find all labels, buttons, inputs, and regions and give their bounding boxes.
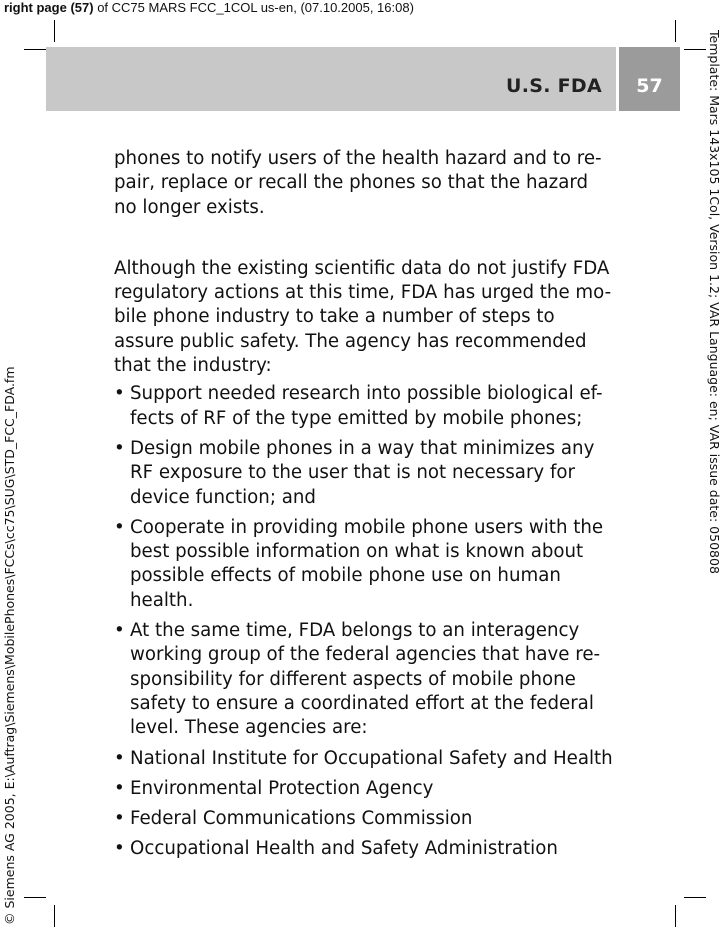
- bullet-icon: •: [114, 620, 125, 642]
- print-job-info: [4, 0, 414, 15]
- list-item-text: National Institute for Occupational Safety and Health: [130, 747, 613, 769]
- print-job-page: right page (57): [4, 0, 94, 15]
- section-title: U.S. FDA: [505, 75, 602, 97]
- section-header-bar: [46, 47, 616, 111]
- page-number-box: [619, 47, 680, 111]
- bullet-icon: •: [114, 747, 125, 769]
- paragraph: Although the existing scientific data do not justify FDA regulatory actions at this time, FDA has urged the mo-bile phone industry to take a number of steps to assure public safety. The agency has recommended that the industry:: [114, 257, 612, 377]
- print-job-details: of CC75 MARS FCC_1COL us-en, (07.10.2005, 16:08): [93, 0, 414, 15]
- bullet-list: [114, 382, 616, 861]
- crop-mark: [684, 49, 706, 50]
- bullet-icon: •: [114, 838, 125, 860]
- list-item: [114, 807, 616, 831]
- page-number: 57: [636, 75, 663, 97]
- template-info: Template: Mars 143x105 1Col, Version 1.2; VAR Language: en; VAR issue date: 050808: [707, 30, 722, 574]
- list-item-text: Support needed research into possible biological ef-fects of RF of the type emitted by mobile phones;: [130, 383, 603, 429]
- list-item: [114, 619, 616, 740]
- bullet-icon: •: [114, 383, 125, 405]
- bullet-icon: •: [114, 516, 125, 538]
- crop-mark: [54, 905, 55, 927]
- list-item-text: Federal Communications Commission: [130, 808, 473, 830]
- crop-mark: [24, 49, 46, 50]
- list-item: [114, 747, 616, 771]
- list-item-text: Design mobile phones in a way that minimizes any RF exposure to the user that is not necessary for device function; and: [130, 437, 595, 508]
- bullet-icon: •: [114, 437, 125, 459]
- paragraph: phones to notify users of the health hazard and to re-pair, replace or recall the phones so that the hazard no longer exists.: [114, 148, 602, 218]
- crop-mark: [54, 20, 55, 42]
- list-item: [114, 437, 616, 510]
- list-item-text: At the same time, FDA belongs to an interagency working group of the federal agencies that have re-sponsibility for different aspects of mobile phone safety to ensure a coordinated effort at the federal level. These agencies are:: [130, 620, 601, 739]
- crop-mark: [675, 905, 676, 927]
- bullet-icon: •: [114, 777, 125, 799]
- crop-mark: [24, 897, 46, 898]
- list-item-text: Occupational Health and Safety Administration: [130, 838, 558, 860]
- list-item: [114, 777, 616, 801]
- page-content: [114, 147, 616, 868]
- list-item: [114, 837, 616, 861]
- list-item: [114, 516, 616, 613]
- crop-mark: [675, 20, 676, 42]
- copyright-file-path: © Siemens AG 2005, E:\Auftrag\Siemens\MobilePhones\FCCs\cc75\SUG\STD_FCC_FDA.fm: [2, 366, 17, 925]
- bullet-icon: •: [114, 808, 125, 830]
- crop-mark: [684, 897, 706, 898]
- list-item-text: Cooperate in providing mobile phone users with the best possible information on what is known about possible effects of mobile phone use on human health.: [130, 516, 604, 611]
- list-item-text: Environmental Protection Agency: [130, 777, 434, 799]
- list-item: [114, 382, 616, 431]
